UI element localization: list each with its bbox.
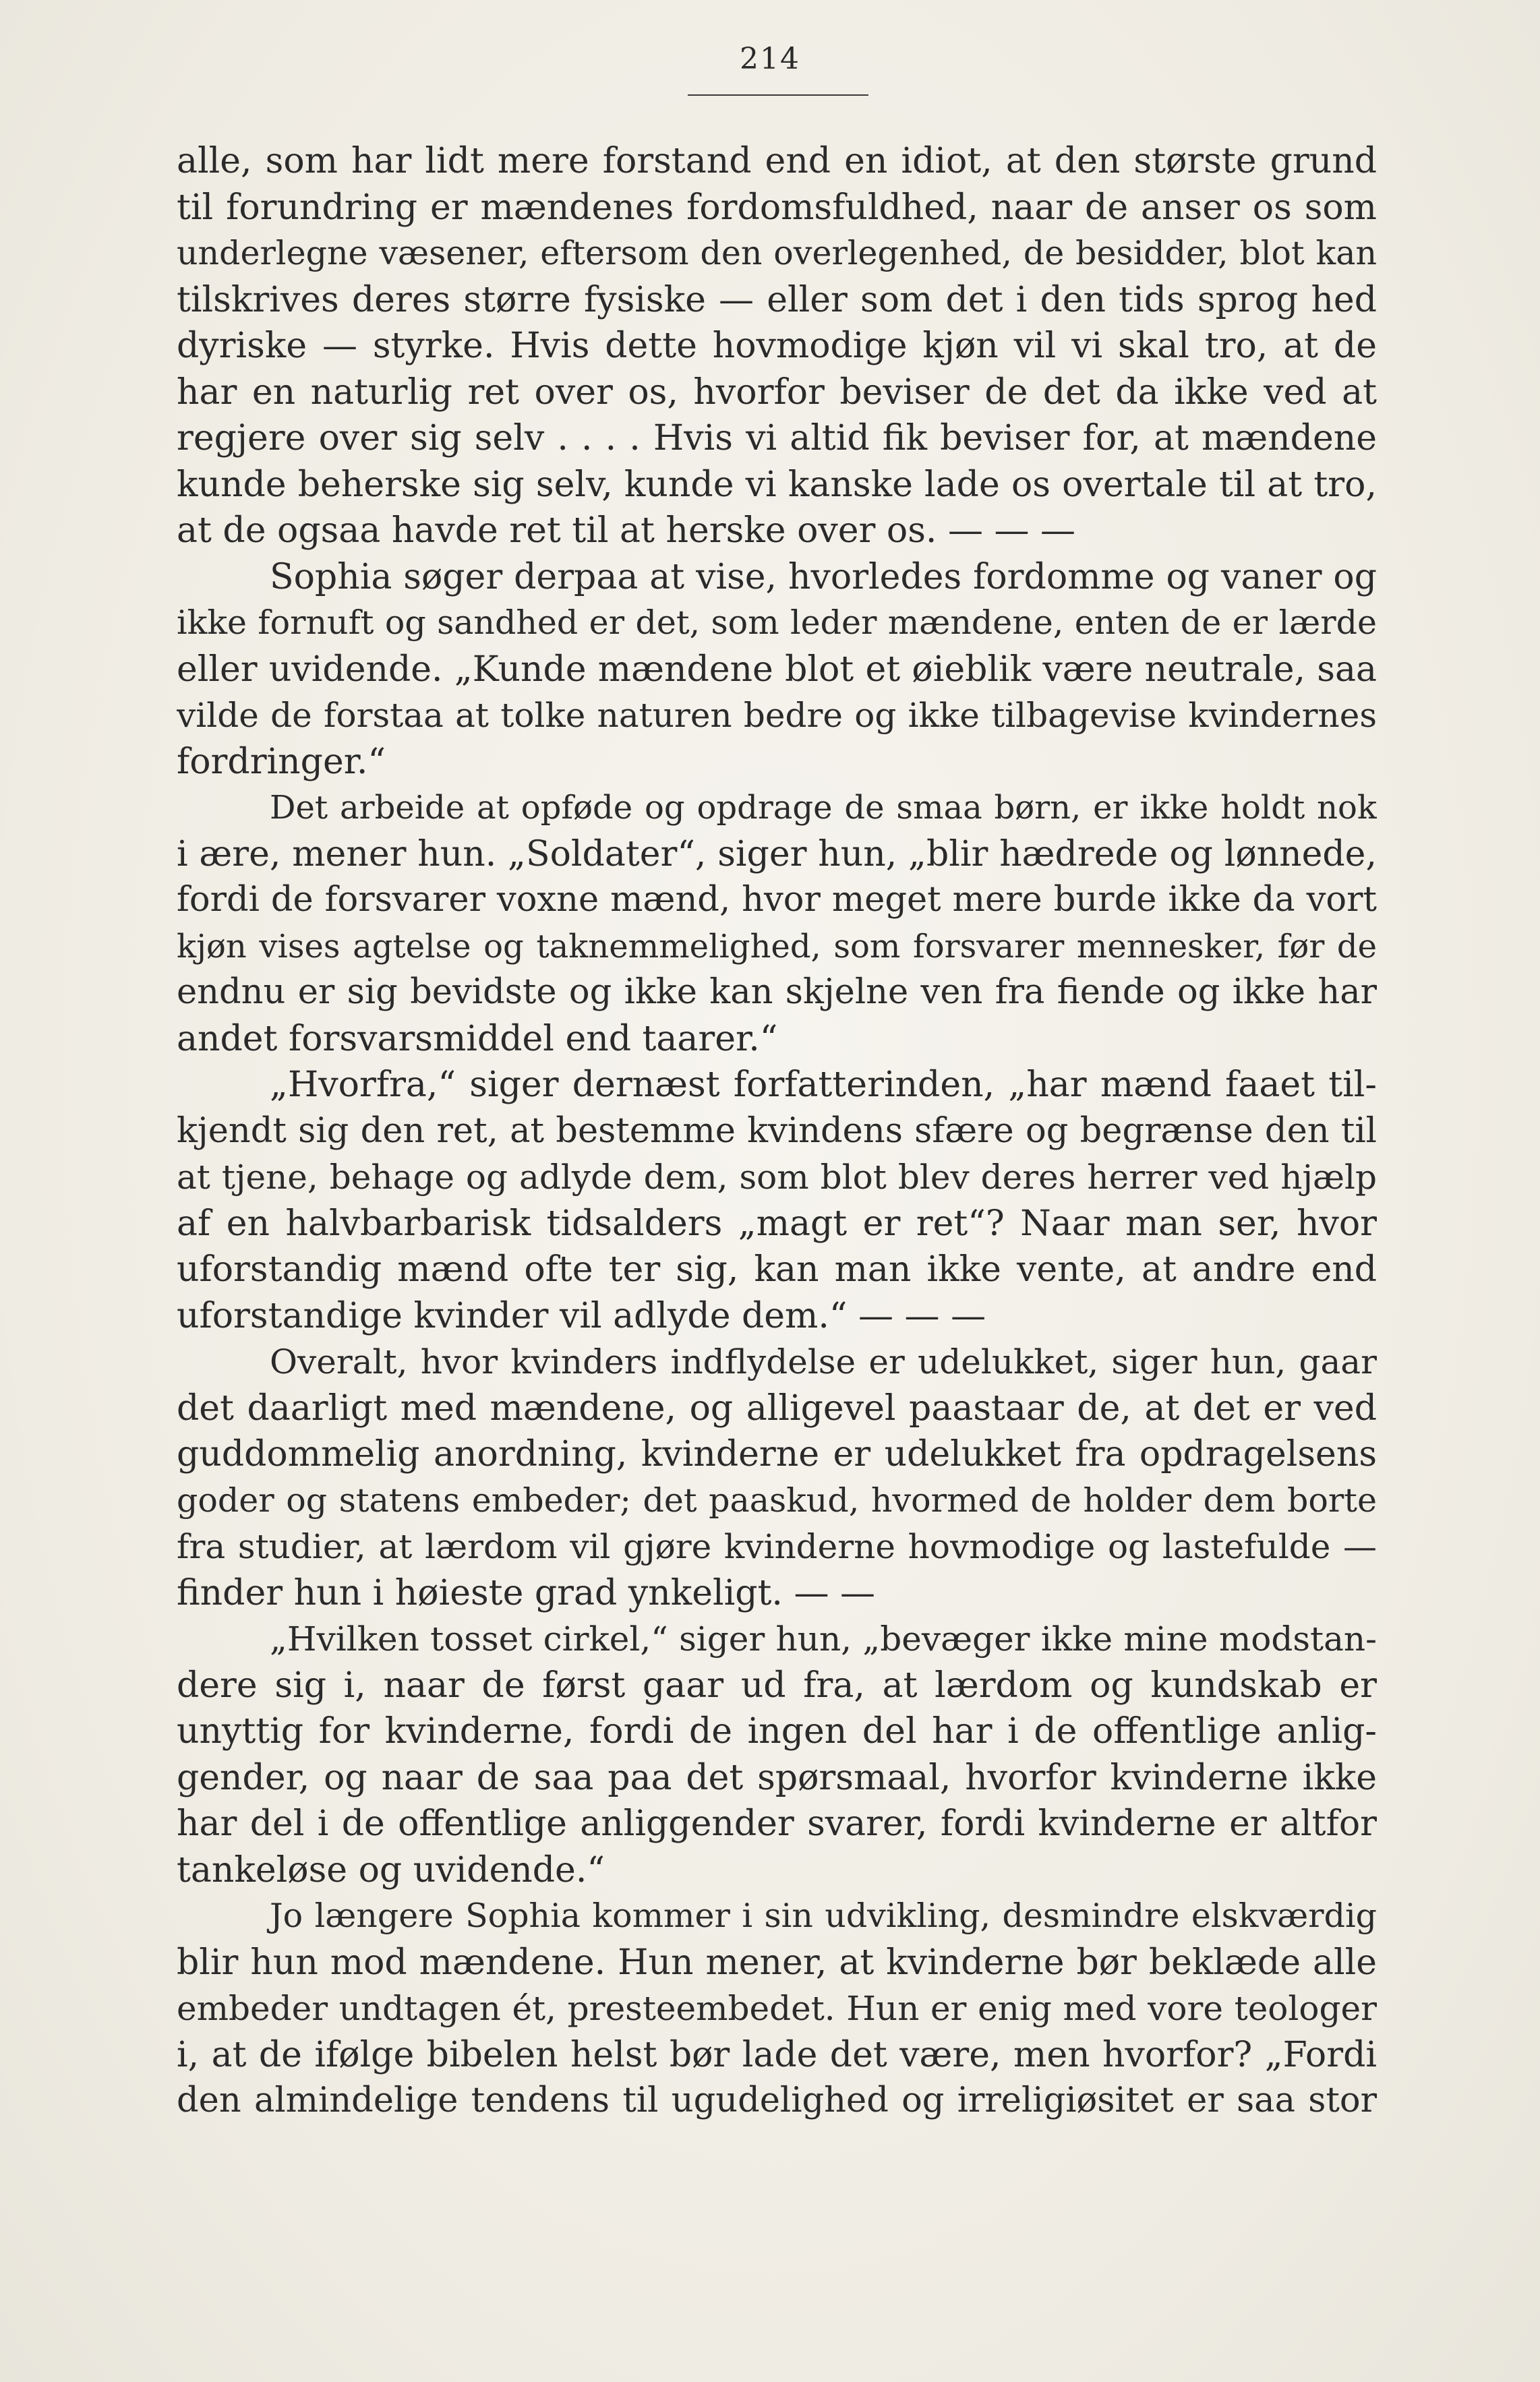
text-line: dere sig i, naar de først gaar ud fra, at lærdom og kundskab er [177, 1665, 1377, 1706]
text-line: i, at de ifølge bibelen helst bør lade det være, men hvorfor? „Fordi [177, 2034, 1377, 2075]
text-line: finder hun i høieste grad ynkeligt. — — [177, 1572, 876, 1613]
text-line: eller uvidende. „Kunde mændene blot et øieblik være neutrale, saa [177, 649, 1377, 690]
page-number-rule [688, 94, 868, 96]
text-line: guddommelig anordning, kvinderne er udelukket fra opdragelsens [177, 1434, 1377, 1475]
text-line: unyttig for kvinderne, fordi de ingen del har i de offentlige anlig- [177, 1711, 1377, 1752]
text-line: vilde de forstaa at tolke naturen bedre og ikke tilbagevise kvindernes [177, 696, 1377, 735]
text-line: tankeløse og uvidende.“ [177, 1849, 605, 1890]
body-text [177, 138, 1377, 2124]
text-line: at de ogsaa havde ret til at herske over os. — — — [177, 510, 1076, 551]
text-line: „Hvorfra,“ siger dernæst forfatterinden, „har mænd faaet til- [270, 1065, 1377, 1105]
text-line: Overalt, hvor kvinders indflydelse er udelukket, siger hun, gaar [270, 1342, 1377, 1381]
text-line: goder og statens embeder; det paaskud, hvormed de holder dem borte [177, 1481, 1377, 1520]
text-line: alle, som har lidt mere forstand end en idiot, at den største grund [177, 141, 1377, 181]
text-line: fordringer.“ [177, 741, 386, 782]
text-line: underlegne væsener, eftersom den overlegenhed, de besidder, blot kan [177, 234, 1377, 272]
text-line: til forundring er mændenes fordomsfuldhed, naar de anser os som [177, 187, 1377, 228]
text-line: embeder undtagen ét, presteembedet. Hun er enig med vore teologer [177, 1989, 1377, 2028]
text-line: dyriske — styrke. Hvis dette hovmodige kjøn vil vi skal tro, at de [177, 326, 1377, 366]
text-line: kunde beherske sig selv, kunde vi kanske lade os overtale til at tro, [177, 464, 1377, 505]
text-line: andet forsvarsmiddel end taarer.“ [177, 1018, 778, 1059]
text-line: den almindelige tendens til ugudelighed og irreligiøsitet er saa stor [177, 2081, 1377, 2120]
text-line: fordi de forsvarer voxne mænd, hvor meget mere burde ikke da vort [177, 880, 1377, 920]
text-line: uforstandige kvinder vil adlyde dem.“ — — — [177, 1295, 986, 1336]
text-line: har en naturlig ret over os, hvorfor beviser de det da ikke ved at [177, 371, 1377, 413]
text-line: regjere over sig selv . . . . Hvis vi altid fik beviser for, at mændene [177, 418, 1377, 458]
text-line: tilskrives deres større fysiske — eller som det i den tids sprog hed [177, 279, 1377, 320]
text-line: blir hun mod mændene. Hun mener, at kvinderne bør beklæde alle [177, 1942, 1377, 1983]
text-line: det daarligt med mændene, og alligevel paastaar de, at det er ved [177, 1388, 1377, 1429]
text-line: Sophia søger derpaa at vise, hvorledes fordomme og vaner og [270, 556, 1377, 597]
text-line: uforstandig mænd ofte ter sig, kan man ikke vente, at andre end [177, 1249, 1377, 1290]
text-line: at tjene, behage og adlyde dem, som blot blev deres herrer ved hjælp [177, 1158, 1377, 1197]
text-line: Det arbeide at opføde og opdrage de smaa børn, er ikke holdt nok [270, 789, 1377, 827]
text-line: kjøn vises agtelse og taknemmelighed, som forsvarer mennesker, før de [177, 927, 1377, 965]
text-line: har del i de offentlige anliggender svarer, fordi kvinderne er altfor [177, 1804, 1377, 1844]
text-line: fra studier, at lærdom vil gjøre kvinderne hovmodige og lastefulde — [177, 1527, 1377, 1566]
text-line: Jo længere Sophia kommer i sin udvikling, desmindre elskværdig [270, 1897, 1377, 1935]
text-line: i ære, mener hun. „Soldater“, siger hun, „blir hædrede og lønnede, [177, 833, 1377, 874]
text-line: gender, og naar de saa paa det spørsmaal, hvorfor kvinderne ikke [177, 1757, 1377, 1798]
text-line: kjendt sig den ret, at bestemme kvindens sfære og begrænse den til [177, 1110, 1377, 1151]
page-number: 214 [740, 42, 800, 76]
text-line: endnu er sig bevidste og ikke kan skjelne ven fra fiende og ikke har [177, 972, 1377, 1012]
text-line: ikke fornuft og sandhed er det, som leder mændene, enten de er lærde [177, 603, 1377, 642]
text-line: „Hvilken tosset cirkel,“ siger hun, „bevæger ikke mine modstan- [270, 1619, 1377, 1659]
text-line: af en halvbarbarisk tidsalders „magt er ret“? Naar man ser, hvor [177, 1203, 1377, 1244]
